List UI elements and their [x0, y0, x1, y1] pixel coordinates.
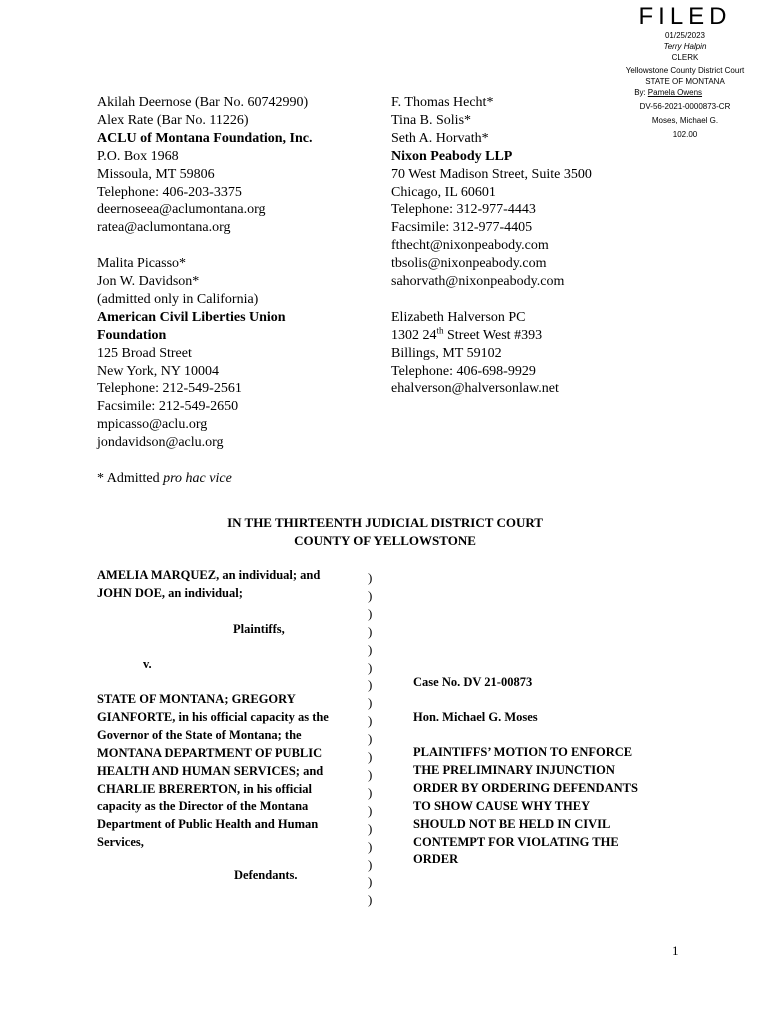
counsel-line: ehalverson@halversonlaw.net [391, 381, 559, 397]
counsel-line: (admitted only in California) [97, 291, 259, 307]
motion-title-line: PLAINTIFFS’ MOTION TO ENFORCE [413, 745, 633, 759]
motion-title-line: THE PRELIMINARY INJUNCTION [413, 762, 615, 777]
stamp-judge: Moses, Michael G. [651, 116, 719, 125]
counsel-line: Telephone: 406-698-9929 [391, 363, 536, 379]
counsel-line: 125 Broad Street [97, 345, 192, 361]
counsel-line: Billings, MT 59102 [391, 345, 502, 361]
caption-paren: ) [368, 677, 373, 693]
stamp-by-label: By: [634, 88, 646, 97]
motion-title-line: ORDER BY ORDERING DEFENDANTS [413, 780, 638, 795]
stamp-code: 102.00 [672, 130, 698, 139]
caption-paren: ) [368, 856, 373, 872]
counsel-line: sahorvath@nixonpeabody.com [391, 274, 565, 290]
counsel-line: P.O. Box 1968 [97, 148, 179, 164]
stamp-by-name: Pamela Owens [647, 88, 703, 97]
counsel-line: Facsimile: 312-977-4405 [391, 220, 533, 236]
counsel-line: Telephone: 312-977-4443 [391, 202, 536, 218]
counsel-street-address: 1302 24th Street West #393 [391, 325, 543, 343]
counsel-line: Nixon Peabody LLP [391, 148, 513, 164]
counsel-line: ACLU of Montana Foundation, Inc. [97, 130, 313, 146]
caption-paren: ) [368, 713, 373, 729]
caption-paren-column [368, 569, 372, 909]
pro-hac-vice-footnote [97, 470, 312, 488]
left-counsel-block [97, 94, 312, 488]
stamp-title: FILED [638, 3, 732, 30]
counsel-line: jondavidson@aclu.org [97, 435, 224, 451]
motion-title-line: ORDER [413, 852, 459, 867]
caption-paren: ) [368, 892, 373, 908]
caption-paren: ) [368, 766, 373, 782]
counsel-line: 70 West Madison Street, Suite 3500 [391, 166, 592, 182]
court-name: IN THE THIRTEENTH JUDICIAL DISTRICT COURT [227, 515, 543, 530]
plaintiff-line: AMELIA MARQUEZ, an individual; and [97, 568, 321, 582]
defendants-label: Defendants. [234, 868, 298, 882]
caption-paren: ) [368, 659, 373, 675]
stamp-case-ref: DV-56-2021-0000873-CR [639, 102, 731, 111]
counsel-line: Akilah Deernose (Bar No. 60742990) [97, 95, 309, 110]
caption-paren: ) [368, 623, 373, 639]
caption-defendants [97, 691, 329, 852]
counsel-line: Telephone: 406-203-3375 [97, 184, 242, 200]
stamp-clerk-label: CLERK [671, 53, 699, 62]
counsel-line: Alex Rate (Bar No. 11226) [97, 112, 249, 128]
caption-paren: ) [368, 802, 373, 818]
caption-paren: ) [368, 838, 373, 854]
caption-paren: ) [368, 587, 373, 603]
counsel-line: Chicago, IL 60601 [391, 184, 496, 200]
defendant-line: Department of Public Health and Human [97, 817, 319, 832]
left-counsel-group-1 [97, 94, 312, 237]
counsel-line: ratea@aclumontana.org [97, 220, 231, 236]
counsel-line: Missoula, MT 59806 [97, 166, 215, 182]
footnote-prefix: * Admitted [97, 471, 164, 486]
counsel-line: mpicasso@aclu.org [97, 417, 208, 433]
counsel-line: fthecht@nixonpeabody.com [391, 238, 549, 254]
counsel-line: American Civil Liberties Union [97, 309, 286, 325]
counsel-line: Malita Picasso* [97, 256, 187, 272]
left-counsel-group-2 [97, 255, 312, 452]
caption-paren: ) [368, 641, 373, 657]
counsel-line: New York, NY 10004 [97, 363, 219, 379]
case-number: Case No. DV 21-00873 [413, 675, 533, 689]
caption-paren: ) [368, 731, 373, 747]
caption-paren: ) [368, 784, 373, 800]
counsel-line: tbsolis@nixonpeabody.com [391, 256, 547, 272]
caption-paren: ) [368, 605, 373, 621]
caption-paren: ) [368, 695, 373, 711]
judge-name: Hon. Michael G. Moses [413, 710, 538, 724]
plaintiffs-label: Plaintiffs, [233, 622, 285, 636]
motion-title-line: CONTEMPT FOR VIOLATING THE [413, 834, 619, 849]
counsel-line: Jon W. Davidson* [97, 274, 200, 290]
footnote-italic: pro hac vice [163, 471, 232, 486]
defendant-line: STATE OF MONTANA; GREGORY [97, 692, 296, 706]
right-counsel-group-1 [391, 94, 592, 291]
filed-stamp [600, 4, 770, 140]
caption-plaintiffs [97, 567, 320, 603]
defendant-line: MONTANA DEPARTMENT OF PUBLIC [97, 745, 323, 760]
counsel-line: Foundation [97, 327, 167, 343]
caption-paren: ) [368, 749, 373, 765]
defendant-line: capacity as the Director of the Montana [97, 799, 309, 814]
counsel-line: Tina B. Solis* [391, 112, 472, 128]
defendant-line: GIANFORTE, in his official capacity as the [97, 709, 329, 724]
counsel-line: F. Thomas Hecht* [391, 95, 494, 110]
stamp-by-line [600, 87, 770, 99]
stamp-state: STATE OF MONTANA [645, 77, 725, 86]
counsel-line: Telephone: 212-549-2561 [97, 381, 242, 397]
versus: v. [143, 657, 152, 671]
plaintiff-line: JOHN DOE, an individual; [97, 585, 243, 600]
counsel-line: deernoseea@aclumontana.org [97, 202, 266, 218]
stamp-court: Yellowstone County District Court [625, 66, 745, 75]
stamp-date: 01/25/2023 [664, 31, 706, 40]
counsel-firm-name: Elizabeth Halverson PC [391, 309, 526, 325]
caption-paren: ) [368, 570, 373, 585]
motion-title-line: TO SHOW CAUSE WHY THEY [413, 798, 591, 813]
defendant-line: HEALTH AND HUMAN SERVICES; and [97, 763, 324, 778]
page-number: 1 [672, 943, 679, 958]
defendant-line: Governor of the State of Montana; the [97, 727, 302, 742]
motion-title-line: SHOULD NOT BE HELD IN CIVIL [413, 816, 611, 831]
caption-paren: ) [368, 874, 373, 890]
stamp-clerk-name: Terry Halpin [663, 42, 707, 51]
counsel-line: Seth A. Horvath* [391, 130, 489, 146]
caption-paren: ) [368, 820, 373, 836]
motion-title [413, 744, 638, 869]
counsel-line: Facsimile: 212-549-2650 [97, 399, 239, 415]
defendant-line: Services, [97, 835, 144, 850]
right-counsel-block [391, 94, 592, 398]
court-county: COUNTY OF YELLOWSTONE [294, 533, 476, 548]
defendant-line: CHARLIE BRERERTON, in his official [97, 781, 312, 796]
right-counsel-group-2 [391, 309, 592, 399]
